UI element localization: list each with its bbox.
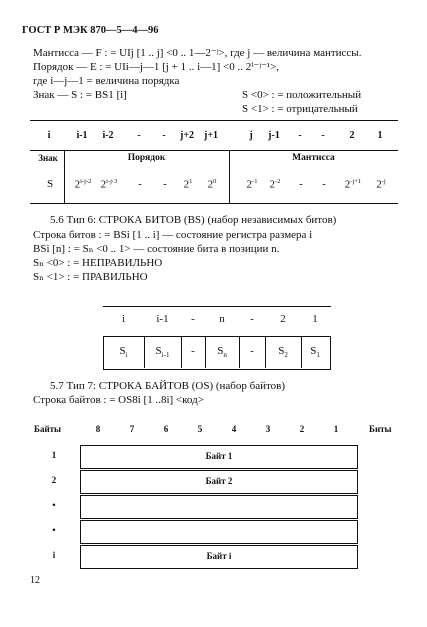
bit-base: 2	[74, 178, 81, 191]
section-5-6-line1: Строка битов : = BSi [1 .. i] — состояние регистра размера i	[33, 229, 313, 241]
byte-label: Байт 1	[205, 451, 233, 461]
order-note-line: где i—j—1 = величина порядка	[33, 75, 180, 87]
bit-symbol: S	[310, 345, 317, 357]
section-5-6-line3: Sₙ <0> : = НЕПРАВИЛЬНО	[33, 257, 163, 269]
bit-subscript: i	[125, 351, 128, 360]
bit-base: 2	[269, 178, 276, 191]
byte-row	[80, 520, 358, 544]
bit-symbol: S	[119, 345, 126, 357]
bit-number: 7	[129, 424, 135, 434]
bit-cell	[301, 345, 329, 359]
bit-exponent: -1	[252, 178, 258, 185]
bit-value	[35, 178, 65, 190]
bit-value	[338, 178, 368, 191]
bit-position: -	[191, 313, 195, 325]
bit-cell	[205, 345, 239, 359]
bit-position: 1	[312, 313, 318, 325]
section-5-6-title: 5.6 Тип 6: СТРОКА БИТОВ (BS) (набор независимых битов)	[50, 214, 337, 226]
bit-base: -	[322, 178, 326, 190]
bit-base: -	[163, 178, 167, 190]
byte-label: Байт i	[206, 551, 232, 561]
byte-index: 2	[51, 475, 57, 485]
sign-positive-line: S <0> : = положительный	[242, 89, 362, 101]
page-number: 12	[30, 575, 40, 586]
byte-index: •	[52, 500, 56, 510]
section-5-7-line1: Строка байтов : = OS8i [1 ..8i] <код>	[33, 394, 204, 406]
byte-index: 1	[51, 450, 57, 460]
bit-symbol: -	[250, 345, 254, 357]
section-5-6-line4: Sₙ <1> : = ПРАВИЛЬНО	[33, 271, 148, 283]
bytes-label: Байты	[34, 424, 62, 434]
bit-base: 2	[344, 178, 351, 191]
bit-cell	[239, 345, 265, 357]
bits-label: Биты	[369, 424, 392, 434]
bit-position: -	[250, 313, 254, 325]
bit-index: -	[162, 130, 166, 141]
bit-exponent: 1	[189, 178, 193, 185]
bit-index: -	[298, 130, 302, 141]
bit-number: 1	[333, 424, 339, 434]
bit-index: j-1	[268, 130, 280, 141]
bit-symbol: S	[278, 345, 285, 357]
bit-cell	[103, 345, 144, 359]
bit-index: i-2	[102, 130, 114, 141]
bit-position: n	[219, 313, 225, 325]
bit-base: 2	[246, 178, 253, 191]
sign-label: Знак	[38, 153, 58, 163]
bit-symbol: S	[155, 345, 162, 357]
bit-index: -	[137, 130, 141, 141]
bit-exponent: -2	[275, 178, 281, 185]
section-5-7-title: 5.7 Тип 7: СТРОКА БАЙТОВ (OS) (набор байтов)	[50, 380, 286, 392]
bit-index: j+1	[203, 130, 219, 141]
bit-number: 3	[265, 424, 271, 434]
bit-cell	[144, 345, 181, 359]
bit-position: 2	[280, 313, 286, 325]
bit-value	[94, 178, 124, 191]
bit-subscript: i-1	[161, 351, 170, 360]
bit-exponent: 0	[213, 178, 217, 185]
order-label: Порядок	[127, 153, 166, 163]
bit-number: 4	[231, 424, 237, 434]
bit-index: i-1	[76, 130, 88, 141]
bit-subscript: n	[223, 351, 227, 360]
bit-base: 2	[183, 178, 190, 191]
mantissa-label: Мантисса	[292, 153, 335, 163]
bit-exponent: i-j-3	[106, 178, 118, 185]
bit-base: -	[138, 178, 142, 190]
bit-base: S	[46, 178, 54, 190]
byte-index: i	[52, 550, 56, 560]
bit-base: -	[299, 178, 303, 190]
document-header: ГОСТ Р МЭК 870—5—4—96	[22, 25, 159, 36]
bit-number: 6	[163, 424, 169, 434]
bit-exponent: -j+1	[350, 178, 362, 185]
bit-number: 8	[95, 424, 101, 434]
bit-index: 1	[377, 130, 383, 141]
bit-subscript: 1	[316, 351, 320, 360]
bit-subscript: 2	[284, 351, 288, 360]
bit-base: 2	[100, 178, 107, 191]
byte-row	[80, 495, 358, 519]
bit-base: 2	[207, 178, 214, 191]
bit-index: j+2	[179, 130, 195, 141]
bit-number: 5	[197, 424, 203, 434]
bit-value	[366, 178, 396, 191]
sign-line: Знак — S : = BS1 [i]	[33, 89, 127, 101]
byte-label: Байт 2	[205, 476, 233, 486]
bit-exponent: i-j-2	[80, 178, 92, 185]
section-5-6-line2: BSi [n] : = Sₙ <0 .. 1> — состояние бита в позиции n.	[33, 243, 280, 255]
bit-base: 2	[376, 178, 382, 191]
order-line: Порядок — E : = UIi—j—1 [j + 1 .. i—1] <0 .. 2ⁱ⁻ʲ⁻¹>,	[33, 61, 280, 73]
bit-index: 2	[349, 130, 355, 141]
bit-index: i	[47, 130, 51, 141]
sign-negative-line: S <1> : = отрицательный	[242, 103, 358, 115]
mantissa-line: Мантисса — F : = UIj [1 .. j] <0 .. 1—2⁻ʲ>, где j — величина мантиссы.	[33, 47, 362, 59]
bit-cell	[265, 345, 301, 359]
bit-symbol: -	[191, 345, 195, 357]
bit-exponent: -j	[381, 178, 386, 185]
bit-position: i-1	[156, 313, 169, 325]
bit-position: i	[121, 313, 126, 325]
bit-number: 2	[299, 424, 305, 434]
bit-index: -	[321, 130, 325, 141]
bit-value	[309, 178, 339, 190]
byte-index: •	[52, 525, 56, 535]
bit-index: j	[249, 130, 253, 141]
bit-symbol: S	[217, 345, 224, 357]
bit-cell	[181, 345, 205, 357]
bit-value	[197, 178, 227, 191]
